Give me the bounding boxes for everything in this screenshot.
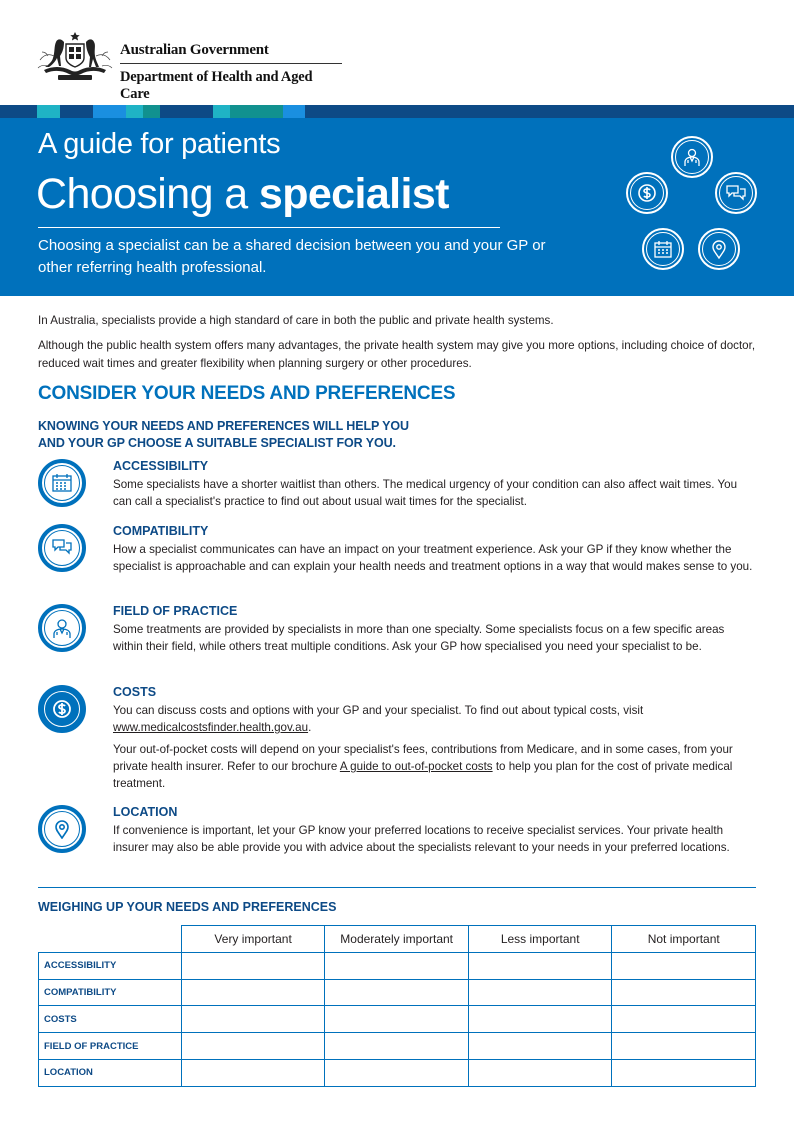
location-pin-icon — [38, 805, 86, 853]
rating-cell[interactable] — [181, 952, 325, 979]
item-text: If convenience is important, let your GP know your preferred locations to receive specialist services. Your private health insurer may also be able provide you with advice about the specialists relevant to your needs in your preferred locations. — [113, 824, 730, 854]
dollar-icon — [626, 172, 668, 214]
doctor-icon — [38, 604, 86, 652]
rating-cell[interactable] — [181, 1006, 325, 1033]
column-header: Very important — [181, 926, 325, 953]
coat-of-arms-icon — [36, 30, 114, 86]
intro-paragraph-1: In Australia, specialists provide a high standard of care in both the public and private health systems. — [38, 314, 554, 327]
costs-paragraph-2: Your out-of-pocket costs will depend on your specialist's fees, contributions from Medicare, and in some cases, from your private health insurer. Refer to our brochure A guide to out-of-pocket costs to help you plan for the cost of private medical treatment. — [113, 743, 733, 790]
chat-icon — [715, 172, 757, 214]
rating-cell[interactable] — [325, 1033, 469, 1060]
column-header: Not important — [612, 926, 756, 953]
row-header: FIELD OF PRACTICE — [39, 1033, 182, 1060]
title-divider — [38, 227, 500, 228]
banner-icon-cluster — [620, 136, 770, 276]
row-header: COMPATIBILITY — [39, 979, 182, 1006]
row-header: COSTS — [39, 1006, 182, 1033]
item-heading: COMPATIBILITY — [113, 524, 209, 538]
subheading-line-1: KNOWING YOUR NEEDS AND PREFERENCES WILL HELP YOU — [38, 419, 409, 433]
rating-cell[interactable] — [181, 979, 325, 1006]
rating-cell[interactable] — [612, 979, 756, 1006]
stripe-segment — [230, 105, 283, 118]
stripe-segment — [93, 105, 126, 118]
table-row — [39, 1059, 756, 1086]
table-row — [39, 1033, 756, 1060]
hero-banner — [0, 118, 794, 296]
calendar-icon — [642, 228, 684, 270]
item-heading: ACCESSIBILITY — [113, 459, 209, 473]
org-name: Australian Government — [120, 42, 342, 64]
column-header: Less important — [468, 926, 612, 953]
stripe-segment — [143, 105, 160, 118]
item-text: How a specialist communicates can have an impact on your treatment experience. Ask your GP if they know whether the specialist is approachable and can explain your health needs and treatment options in a way that would makes sense to you. — [113, 543, 753, 573]
banner-subtitle: Choosing a specialist can be a shared decision between you and your GP or other referring health professional. — [38, 237, 546, 276]
rating-cell[interactable] — [612, 1059, 756, 1086]
stripe-segment — [283, 105, 305, 118]
rating-cell[interactable] — [181, 1059, 325, 1086]
rating-cell[interactable] — [468, 1033, 612, 1060]
item-text — [113, 702, 753, 792]
item-heading: FIELD OF PRACTICE — [113, 604, 238, 618]
section-divider — [38, 887, 756, 888]
calendar-icon — [38, 459, 86, 507]
section-subheading — [38, 418, 409, 452]
rating-cell[interactable] — [468, 979, 612, 1006]
page-title — [36, 170, 449, 219]
title-bold: specialist — [258, 170, 449, 218]
medical-costs-finder-link[interactable]: www.medicalcostsfinder.health.gov.au — [113, 721, 309, 734]
rating-cell[interactable] — [468, 1006, 612, 1033]
intro-paragraph-2: Although the public health system offers many advantages, the private health system may give you more options, including choice of doctor, reduced wait times and greater flexibility when planning surgery or other procedures. — [38, 339, 756, 370]
table-row — [39, 1006, 756, 1033]
item-heading: COSTS — [113, 685, 157, 699]
table-title: WEIGHING UP YOUR NEEDS AND PREFERENCES — [38, 900, 337, 914]
rating-cell[interactable] — [612, 1033, 756, 1060]
government-wordmark — [120, 42, 342, 103]
costs-paragraph-1: You can discuss costs and options with your GP and your specialist. To find out about typical costs, visit www.medicalcostsfinder.health.gov.au. — [113, 704, 644, 734]
row-header: LOCATION — [39, 1059, 182, 1086]
stripe-segment — [213, 105, 230, 118]
banner-kicker: A guide for patients — [38, 128, 281, 160]
title-regular: Choosing a — [36, 170, 259, 218]
department-name: Department of Health and Aged Care — [120, 69, 313, 102]
rating-cell[interactable] — [612, 1006, 756, 1033]
rating-cell[interactable] — [325, 952, 469, 979]
section-heading: CONSIDER YOUR NEEDS AND PREFERENCES — [38, 383, 456, 404]
rating-cell[interactable] — [612, 952, 756, 979]
table-header-row — [39, 926, 756, 953]
table-corner-cell — [39, 926, 182, 953]
item-text: Some treatments are provided by specialists in more than one specialty. Some specialists focus on a few specific areas within their field, while others treat multiple conditions. Ask your GP how specialised you need your specialist to be. — [113, 623, 725, 653]
decorative-stripe — [0, 105, 794, 118]
subheading-line-2: AND YOUR GP CHOOSE A SUITABLE SPECIALIST FOR YOU. — [38, 436, 396, 450]
row-header: ACCESSIBILITY — [39, 952, 182, 979]
rating-cell[interactable] — [468, 952, 612, 979]
chat-icon — [38, 524, 86, 572]
item-text: Some specialists have a shorter waitlist than others. The medical urgency of your condition can also affect wait times. You can call a specialist's practice to find out about usual wait times for the specialist. — [113, 478, 738, 508]
doctor-icon — [671, 136, 713, 178]
out-of-pocket-guide-link[interactable]: A guide to out-of-pocket costs — [339, 760, 493, 773]
rating-cell[interactable] — [325, 1006, 469, 1033]
rating-cell[interactable] — [181, 1033, 325, 1060]
table-row — [39, 952, 756, 979]
rating-cell[interactable] — [468, 1059, 612, 1086]
dollar-icon — [38, 685, 86, 733]
item-heading: LOCATION — [113, 805, 178, 819]
location-pin-icon — [698, 228, 740, 270]
stripe-segment — [126, 105, 143, 118]
rating-cell[interactable] — [325, 979, 469, 1006]
table-row — [39, 979, 756, 1006]
rating-cell[interactable] — [325, 1059, 469, 1086]
government-logo — [36, 30, 346, 102]
stripe-segment — [37, 105, 60, 118]
column-header: Moderately important — [325, 926, 469, 953]
preferences-table — [38, 925, 756, 1087]
